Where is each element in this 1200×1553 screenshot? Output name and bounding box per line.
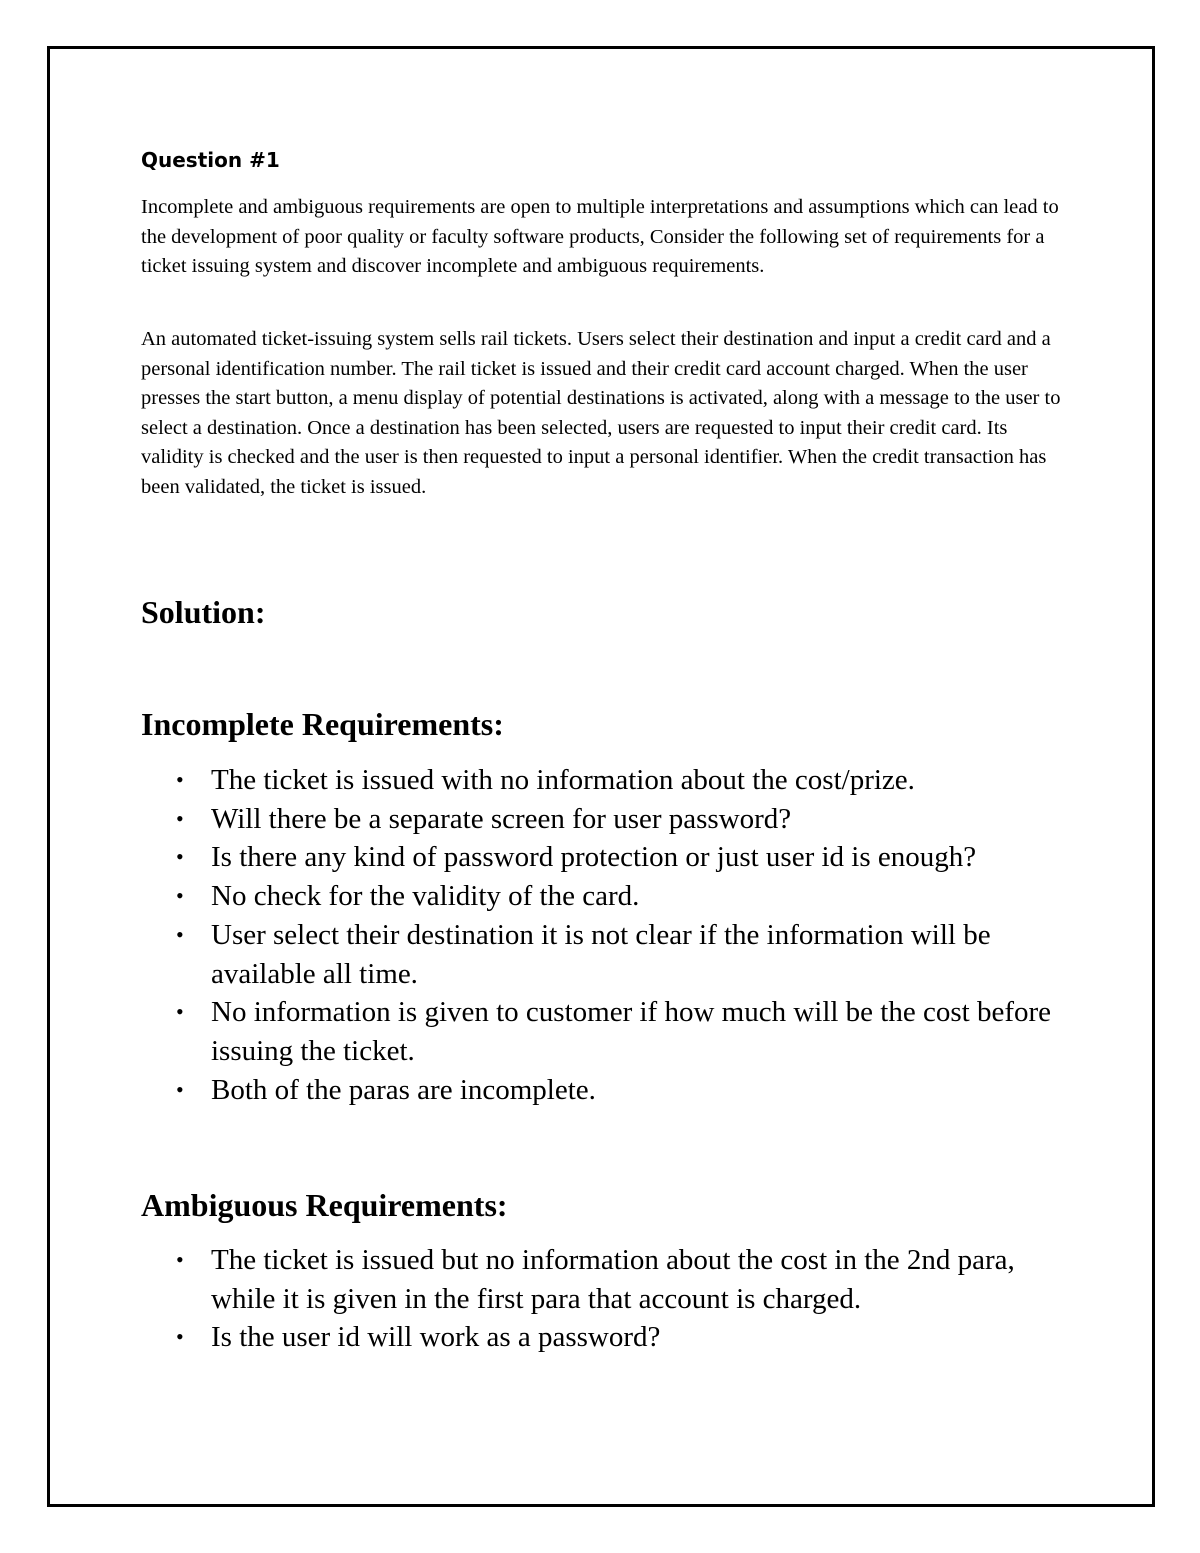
list-item bbox=[141, 761, 1071, 800]
list-item bbox=[141, 1318, 1071, 1357]
ambiguous-requirements-heading: Ambiguous Requirements: bbox=[141, 1187, 508, 1223]
list-item bbox=[141, 1241, 1071, 1318]
list-item-text: The ticket is issued but no information about the cost in the 2nd para, while it is given in the first para that account is charged. bbox=[211, 1244, 1015, 1315]
bullet-icon: • bbox=[176, 1247, 184, 1272]
question-title: Question #1 bbox=[141, 148, 280, 172]
list-item-text: No check for the validity of the card. bbox=[211, 880, 640, 913]
bullet-icon: • bbox=[176, 767, 184, 792]
bullet-icon: • bbox=[176, 883, 184, 909]
list-item-text: Is the user id will work as a password? bbox=[211, 1321, 661, 1354]
bullet-icon: • bbox=[176, 921, 184, 947]
bullet-icon: • bbox=[176, 1324, 184, 1350]
list-item-text: No information is given to customer if how much will be the cost before issuing the ticket. bbox=[211, 996, 1052, 1067]
list-item-text: User select their destination it is not clear if the information will be available all time. bbox=[211, 918, 991, 990]
list-item-text: Will there be a separate screen for user password? bbox=[211, 802, 792, 835]
list-item bbox=[141, 877, 1071, 916]
list-item-text: Both of the paras are incomplete. bbox=[211, 1073, 596, 1106]
bullet-icon: • bbox=[176, 805, 184, 831]
incomplete-requirements-heading: Incomplete Requirements: bbox=[141, 706, 504, 742]
bullet-icon: • bbox=[176, 844, 184, 870]
ambiguous-requirements-list bbox=[141, 1241, 1071, 1357]
list-item bbox=[141, 838, 1071, 877]
bullet-icon: • bbox=[176, 999, 184, 1025]
solution-heading: Solution: bbox=[141, 594, 266, 630]
question-paragraph-1: Incomplete and ambiguous requirements are open to multiple interpretations and assumptions which can lead to the development of poor quality or faculty software products, Consider the following set of requirements for a ticket issuing system and discover incomplete and ambiguous requirements. bbox=[141, 196, 1059, 277]
list-item-text: Is there any kind of password protection or just user id is enough? bbox=[211, 841, 977, 874]
list-item-text: The ticket is issued with no information about the cost/prize. bbox=[211, 764, 915, 796]
question-paragraph-2: An automated ticket-issuing system sells rail tickets. Users select their destination and input a credit card and a personal identification number. The rail ticket is issued and their credit card account charged. When the user presses the start button, a menu display of potential destinations is activated, along with a message to the user to select a destination. Once a destination has been selected, users are requested to input their credit card. Its validity is checked and the user is then requested to input a personal identifier. When the credit transaction has been validated, the ticket is issued. bbox=[141, 328, 1061, 498]
list-item bbox=[141, 1071, 1071, 1110]
incomplete-requirements-list bbox=[141, 761, 1071, 1109]
list-item bbox=[141, 800, 1071, 839]
bullet-icon: • bbox=[176, 1076, 184, 1102]
list-item bbox=[141, 916, 1071, 993]
list-item bbox=[141, 993, 1071, 1070]
